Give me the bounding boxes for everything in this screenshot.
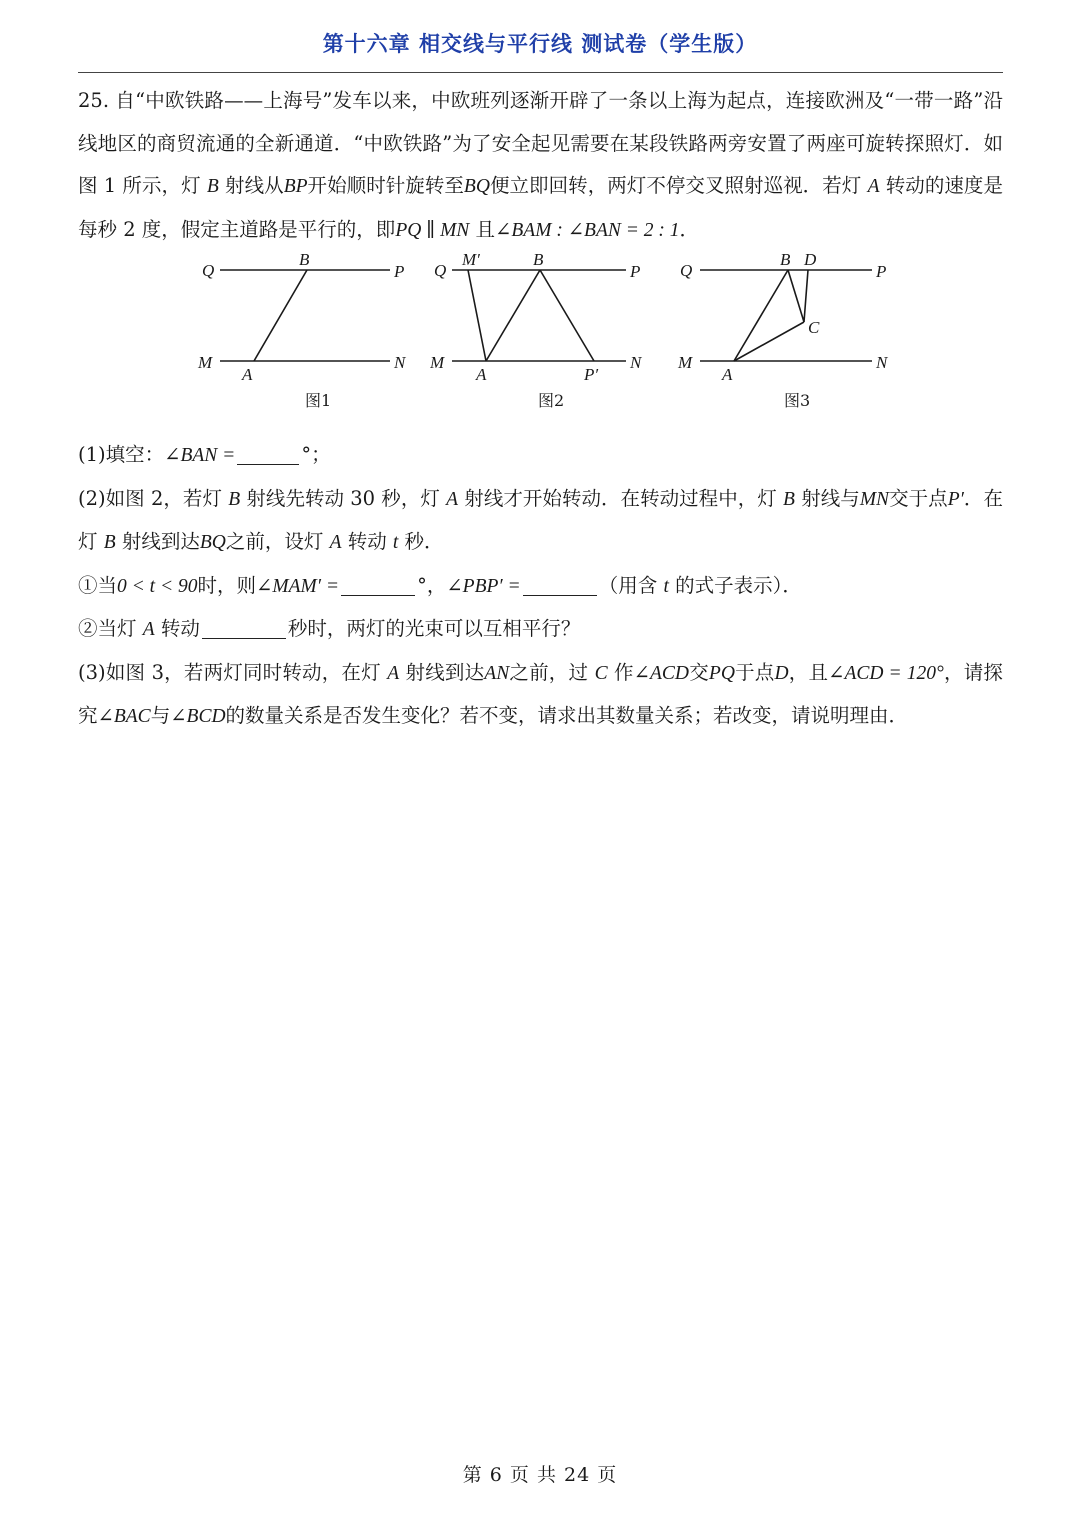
label-p: P — [630, 262, 641, 281]
figure-1-caption: 图1 — [305, 391, 332, 410]
problem-intro: 25. 自“中欧铁路——上海号”发车以来，中欧班列逐渐开辟了一条以上海为起点，连接欧洲及“一带一路”沿线地区的商贸流通的全新通道．“中欧铁路”为了安全起见需要在某段铁路两旁安置了两座可旋转探照灯．如图 1 所示，灯 B 射线从BP开始顺时针旋转至BQ便立即回转，两灯不停交叉照射巡视．若灯 A 转动的速度是每秒 2 度，假定主道路是平行的，即PQ ∥ MN 且∠BAM : ∠BAN = 2 : 1． — [78, 89, 1003, 241]
label-q: Q — [434, 261, 447, 280]
figures-row — [180, 250, 900, 420]
header-divider — [78, 72, 1003, 73]
figure-2-caption: 图2 — [538, 391, 565, 410]
page-header-title: 第十六章 相交线与平行线 测试卷（学生版） — [322, 32, 758, 56]
label-p: P — [876, 262, 887, 281]
label-m-prime: M′ — [462, 250, 480, 269]
segment-ac — [734, 322, 804, 361]
answer-blank-2[interactable] — [341, 571, 415, 596]
figure-3-caption: 图3 — [784, 391, 811, 410]
ray-bp-prime — [540, 270, 594, 361]
label-m: M — [430, 353, 445, 372]
answer-blank-4[interactable] — [202, 614, 286, 639]
figure-3 — [676, 250, 906, 420]
figure-1 — [190, 250, 410, 420]
label-a: A — [476, 365, 487, 384]
label-q: Q — [202, 261, 215, 280]
label-p-prime: P′ — [584, 365, 599, 384]
label-q: Q — [680, 261, 693, 280]
label-a: A — [242, 365, 253, 384]
label-c: C — [808, 318, 820, 337]
label-a: A — [722, 365, 733, 384]
question-3: (3)如图 3，若两灯同时转动，在灯 A 射线到达AN之前，过 C 作∠ACD交PQ于点D，且∠ACD = 120°，请探究∠BAC与∠BCD的数量关系是否发生变化？若不变，请求出其数量关系；若改变，请说明理由． — [78, 660, 1003, 727]
label-n: N — [394, 353, 406, 372]
question-2-1: ①当0 < t < 90时，则∠MAM′ = °，∠PBP′ = （用含 t 的式子表示）． — [78, 565, 1003, 609]
answer-blank-3[interactable] — [523, 571, 597, 596]
ray-am-prime — [468, 270, 486, 361]
label-n: N — [876, 353, 888, 372]
label-d: D — [804, 250, 817, 269]
label-b: B — [299, 250, 310, 269]
ray-ba — [734, 270, 788, 361]
question-1: (1)填空：∠BAN = °； — [78, 434, 1003, 478]
segment-dc — [804, 270, 808, 322]
ray-ba — [254, 270, 307, 361]
page-footer: 第 6 页 共 24 页 — [462, 1464, 618, 1486]
label-n: N — [630, 353, 642, 372]
label-b: B — [533, 250, 544, 269]
label-m: M — [198, 353, 213, 372]
label-p: P — [394, 262, 405, 281]
question-2-2: ②当灯 A 转动 秒时，两灯的光束可以互相平行？ — [78, 608, 1003, 652]
label-m: M — [678, 353, 693, 372]
label-b: B — [780, 250, 791, 269]
figure-2 — [430, 250, 660, 420]
segment-ba — [486, 270, 540, 361]
question-2: (2)如图 2，若灯 B 射线先转动 30 秒，灯 A 射线才开始转动．在转动过程中，灯 B 射线与MN交于点P′．在灯 B 射线到达BQ之前，设灯 A 转动 t 秒． — [78, 486, 1003, 553]
segment-bc — [788, 270, 804, 322]
answer-blank-1[interactable] — [237, 440, 299, 465]
